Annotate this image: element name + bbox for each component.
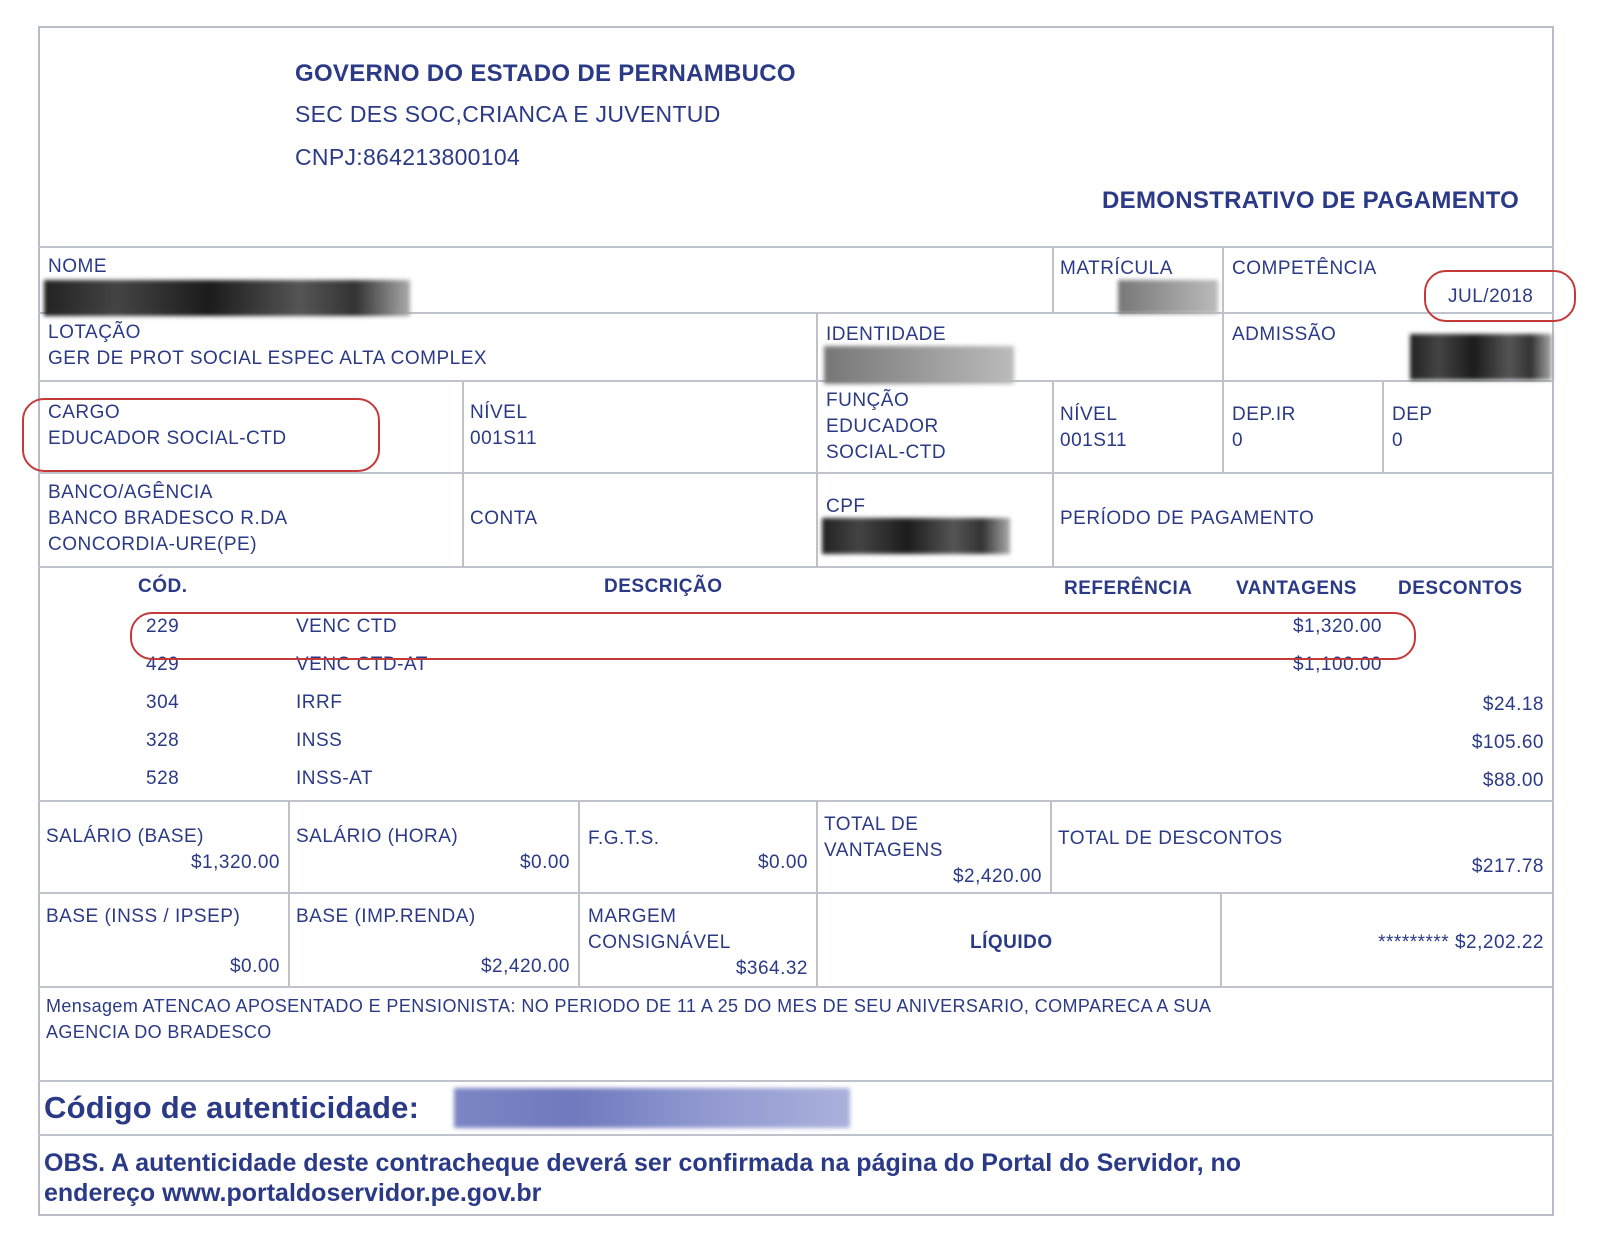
- fgts-value: $0.00: [757, 852, 808, 873]
- cargo-value: EDUCADOR SOCIAL-CTD: [48, 428, 287, 449]
- tot-vant-value: $2,420.00: [952, 866, 1042, 887]
- periodo-label: PERÍODO DE PAGAMENTO: [1060, 508, 1315, 529]
- item-code: 528: [146, 768, 180, 789]
- grid-line: [38, 566, 1554, 568]
- nome-label: NOME: [48, 256, 107, 277]
- identidade-label: IDENTIDADE: [826, 324, 947, 345]
- dep-value: 0: [1392, 430, 1404, 451]
- base-ir-value: $2,420.00: [480, 956, 570, 977]
- item-desconto: $105.60: [1471, 732, 1544, 753]
- cargo-label: CARGO: [48, 402, 121, 423]
- identidade-redacted: [824, 346, 1014, 384]
- banco-label: BANCO/AGÊNCIA: [48, 482, 213, 503]
- nivel-label: NÍVEL: [470, 402, 528, 423]
- base-ir-label: BASE (IMP.RENDA): [296, 906, 476, 927]
- message-line-1: Mensagem ATENCAO APOSENTADO E PENSIONISTA: NO PERIODO DE 11 A 25 DO MES DE SEU ANIVERSARIO, COMPARECA A SUA: [46, 996, 1212, 1016]
- nivel2-label: NÍVEL: [1060, 404, 1118, 425]
- banco-value-2: CONCORDIA-URE(PE): [48, 534, 258, 555]
- item-code: 429: [146, 654, 180, 675]
- nome-redacted: [44, 280, 410, 316]
- tot-vant-label-1: TOTAL DE: [824, 814, 919, 835]
- auth-code-redacted: [454, 1088, 850, 1128]
- grid-line: [1382, 380, 1384, 472]
- liquido-value: ********* $2,202.22: [1378, 932, 1544, 953]
- matricula-label: MATRÍCULA: [1060, 258, 1173, 279]
- item-desconto: $24.18: [1482, 694, 1544, 715]
- margem-label-2: CONSIGNÁVEL: [588, 932, 731, 953]
- sal-base-label: SALÁRIO (BASE): [46, 826, 204, 847]
- nivel-value: 001S11: [470, 428, 538, 449]
- grid-line: [38, 380, 1554, 382]
- item-desconto: $88.00: [1482, 770, 1544, 791]
- tot-desc-value: $217.78: [1471, 856, 1544, 877]
- grid-line: [816, 800, 818, 986]
- item-description: VENC CTD: [296, 616, 398, 637]
- grid-line: [38, 892, 1554, 894]
- fgts-label: F.G.T.S.: [588, 828, 660, 849]
- item-code: 304: [146, 692, 180, 713]
- grid-line: [38, 472, 1554, 474]
- annotation-circle: [130, 612, 1416, 660]
- annotation-circle: [1424, 270, 1576, 322]
- grid-line: [462, 380, 464, 568]
- col-header-cod: CÓD.: [138, 576, 188, 597]
- grid-line: [578, 800, 580, 986]
- matricula-redacted: [1118, 280, 1218, 314]
- col-header-descontos: DESCONTOS: [1398, 578, 1523, 599]
- competencia-value: JUL/2018: [1448, 286, 1534, 307]
- item-vantagem: $1,320.00: [1292, 616, 1382, 637]
- auth-code-label: Código de autenticidade:: [44, 1090, 420, 1125]
- grid-line: [38, 246, 1554, 248]
- item-description: VENC CTD-AT: [296, 654, 428, 675]
- cpf-label: CPF: [826, 496, 866, 517]
- nivel2-value: 001S11: [1060, 430, 1128, 451]
- item-code: 229: [146, 616, 180, 637]
- obs-line-1: OBS. A autenticidade deste contracheque deverá ser confirmada na página do Portal do Servidor, no: [44, 1149, 1242, 1177]
- grid-line: [816, 312, 818, 568]
- base-inss-label: BASE (INSS / IPSEP): [46, 906, 241, 927]
- competencia-label: COMPETÊNCIA: [1232, 258, 1377, 279]
- tot-desc-label: TOTAL DE DESCONTOS: [1058, 828, 1283, 849]
- item-description: INSS: [296, 730, 343, 751]
- dep-label: DEP: [1392, 404, 1433, 425]
- margem-value: $364.32: [735, 958, 808, 979]
- col-header-descricao: DESCRIÇÃO: [604, 576, 723, 597]
- sal-hora-label: SALÁRIO (HORA): [296, 826, 459, 847]
- lotacao-label: LOTAÇÃO: [48, 322, 141, 343]
- grid-line: [38, 1080, 1554, 1082]
- grid-line: [38, 1134, 1554, 1136]
- grid-line: [38, 986, 1554, 988]
- conta-label: CONTA: [470, 508, 538, 529]
- col-header-referencia: REFERÊNCIA: [1064, 578, 1193, 599]
- department-name: SEC DES SOC,CRIANCA E JUVENTUD: [295, 101, 721, 127]
- item-description: INSS-AT: [296, 768, 374, 789]
- sal-hora-value: $0.00: [519, 852, 570, 873]
- funcao-label: FUNÇÃO: [826, 390, 910, 411]
- grid-line: [1052, 246, 1054, 314]
- depir-value: 0: [1232, 430, 1244, 451]
- grid-line: [1220, 892, 1222, 986]
- funcao-value-2: SOCIAL-CTD: [826, 442, 947, 463]
- grid-line: [38, 800, 1554, 802]
- funcao-value-1: EDUCADOR: [826, 416, 939, 437]
- liquido-label: LÍQUIDO: [970, 932, 1053, 953]
- grid-line: [1050, 800, 1052, 892]
- message-line-2: AGENCIA DO BRADESCO: [46, 1022, 272, 1042]
- org-name: GOVERNO DO ESTADO DE PERNAMBUCO: [295, 60, 796, 87]
- grid-line: [288, 800, 290, 986]
- grid-line: [1222, 246, 1224, 472]
- tot-vant-label-2: VANTAGENS: [824, 840, 943, 861]
- obs-line-2: endereço www.portaldoservidor.pe.gov.br: [44, 1179, 542, 1207]
- admissao-redacted: [1410, 334, 1552, 380]
- col-header-vantagens: VANTAGENS: [1236, 578, 1357, 599]
- depir-label: DEP.IR: [1232, 404, 1296, 425]
- banco-value-1: BANCO BRADESCO R.DA: [48, 508, 288, 529]
- base-inss-value: $0.00: [229, 956, 280, 977]
- item-description: IRRF: [296, 692, 343, 713]
- document-title: DEMONSTRATIVO DE PAGAMENTO: [1102, 187, 1520, 214]
- margem-label-1: MARGEM: [588, 906, 677, 927]
- grid-line: [1052, 380, 1054, 568]
- item-code: 328: [146, 730, 180, 751]
- lotacao-value: GER DE PROT SOCIAL ESPEC ALTA COMPLEX: [48, 348, 488, 369]
- admissao-label: ADMISSÃO: [1232, 324, 1337, 345]
- item-vantagem: $1,100.00: [1292, 654, 1382, 675]
- annotation-circle: [22, 398, 380, 472]
- cnpj-number: CNPJ:864213800104: [295, 144, 521, 170]
- cpf-redacted: [822, 518, 1010, 554]
- sal-base-value: $1,320.00: [190, 852, 280, 873]
